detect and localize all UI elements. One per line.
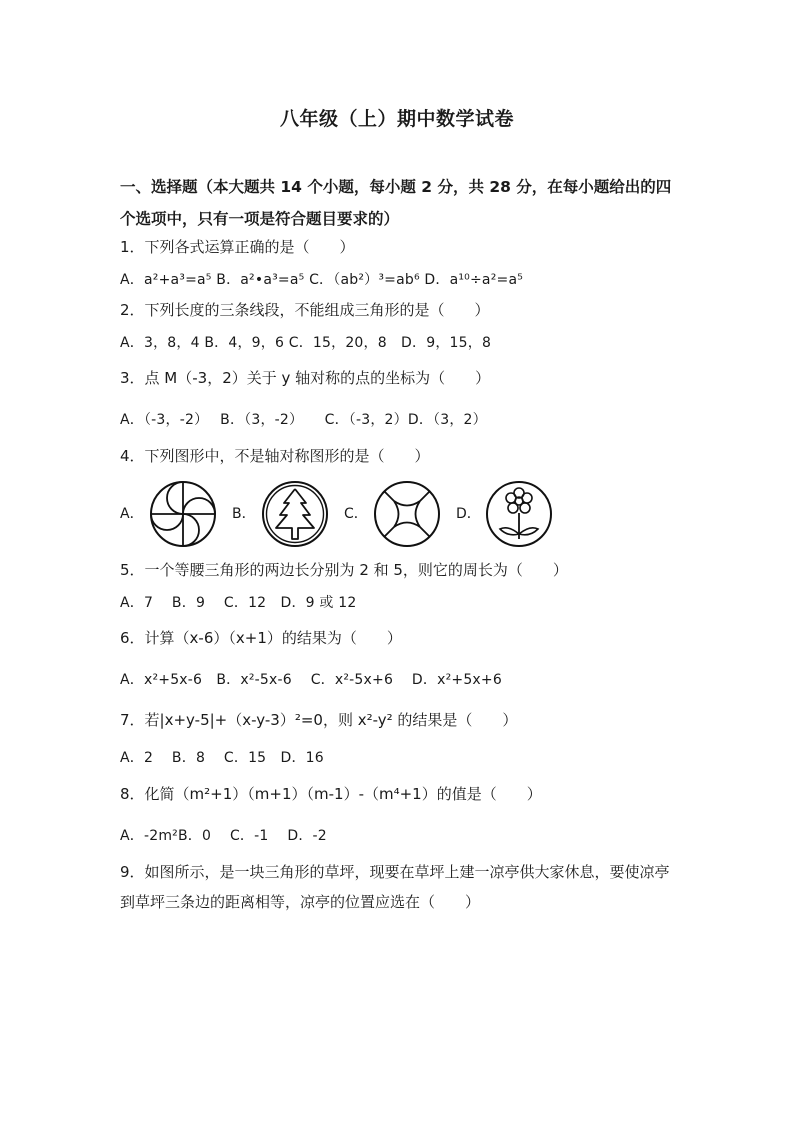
section-heading-line-1: 一、选择题（本大题共 14 个小题，每小题 2 分，共 28 分，在每小题给出的四 (120, 178, 672, 196)
question-7-options: A．2 B．8 C．15 D．16 (120, 750, 324, 766)
question-2-options: A．3，8，4 B．4，9，6 C．15，20，8 D．9，15，8 (120, 335, 492, 351)
figure-label-c: C． (344, 506, 368, 522)
question-2-stem: 2．下列长度的三条线段，不能组成三角形的是（ ） (120, 301, 490, 319)
curved-square-circle-icon (372, 479, 442, 549)
question-4-figures (120, 479, 560, 549)
figure-label-a: A． (120, 506, 144, 522)
question-9-stem: 9．如图所示，是一块三角形的草坪，现要在草坪上建一凉亭供大家休息，要使凉亭到草坪三条边的距离相等，凉亭的位置应选在（ ） (120, 863, 670, 911)
section-heading (120, 171, 680, 235)
tree-circle-icon (260, 479, 330, 549)
question-3-stem: 3．点 M（-3，2）关于 y 轴对称的点的坐标为（ ） (120, 369, 491, 387)
section-heading-line-2: 个选项中，只有一项是符合题目要求的） (120, 210, 400, 228)
pinwheel-circle-icon (148, 479, 218, 549)
question-6-options: A．x²+5x-6 B．x²-5x-6 C．x²-5x+6 D．x²+5x+6 (120, 672, 502, 688)
figure-label-d: D． (456, 506, 481, 522)
question-1-options: A．a²+a³=a⁵ B．a²•a³=a⁵ C．（ab²）³=ab⁶ D．a¹⁰÷a²=a⁵ (120, 272, 524, 288)
question-1-stem: 1．下列各式运算正确的是（ ） (120, 238, 355, 256)
question-3-options: A．（-3，-2） B．（3，-2） C．（-3，2）D．（3，2） (120, 412, 487, 428)
page-title: 八年级（上）期中数学试卷 (279, 108, 514, 130)
question-4-stem: 4．下列图形中，不是轴对称图形的是（ ） (120, 447, 430, 465)
question-7-stem: 7．若|x+y-5|+（x-y-3）²=0，则 x²-y² 的结果是（ ） (120, 711, 518, 729)
flower-circle-icon (484, 479, 554, 549)
question-6-stem: 6．计算（x-6）（x+1）的结果为（ ） (120, 629, 402, 647)
question-5-options: A．7 B．9 C．12 D．9 或 12 (120, 595, 357, 611)
figure-label-b: B． (232, 506, 256, 522)
question-8-options: A．-2m²B．0 C．-1 D．-2 (120, 828, 327, 844)
question-5-stem: 5．一个等腰三角形的两边长分别为 2 和 5，则它的周长为（ ） (120, 561, 568, 579)
question-8-stem: 8．化简（m²+1）（m+1）（m-1）-（m⁴+1）的值是（ ） (120, 785, 542, 803)
